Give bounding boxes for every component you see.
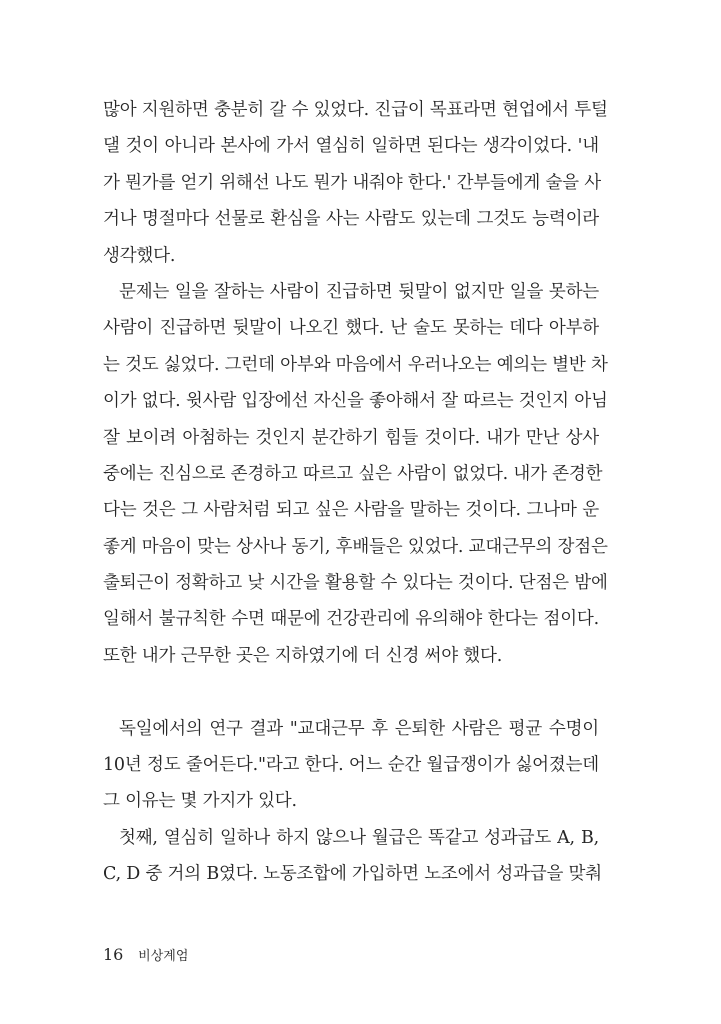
text-line: 잘 보이려 아첨하는 것인지 분간하기 힘들 것이다. 내가 만난 상사	[103, 427, 599, 448]
text-line: 문제는 일을 잘하는 사람이 진급하면 뒷말이 없지만 일을 못하는	[119, 281, 599, 302]
page-number: 16	[103, 945, 124, 964]
paragraph	[103, 711, 599, 820]
text-line: 거나 명절마다 선물로 환심을 사는 사람도 있는데 그것도 능력이라	[103, 209, 599, 230]
text-line: 독일에서의 연구 결과 "교대근무 후 은퇴한 사람은 평균 수명이	[119, 718, 599, 739]
body-text	[103, 92, 608, 893]
text-line: 첫째, 열심히 일하나 하지 않으나 월급은 똑같고 성과급도 A, B,	[119, 827, 599, 848]
text-line: 댈 것이 아니라 본사에 가서 열심히 일하면 된다는 생각이었다. '내	[103, 136, 599, 157]
text-line: 좋게 마음이 맞는 상사나 동기, 후배들은 있었다. 교대근무의 장점은	[103, 536, 608, 557]
text-line: 다는 것은 그 사람처럼 되고 싶은 사람을 말하는 것이다. 그나마 운	[103, 500, 599, 521]
paragraph-gap	[103, 674, 599, 710]
paragraph	[103, 92, 608, 274]
text-line: 생각했다.	[103, 245, 176, 266]
text-line: 출퇴근이 정확하고 낮 시간을 활용할 수 있다는 것이다. 단점은 밤에	[103, 573, 608, 594]
text-line: 중에는 진심으로 존경하고 따르고 싶은 사람이 없었다. 내가 존경한	[103, 463, 603, 484]
paragraph	[103, 274, 608, 674]
text-line: 많아 지원하면 충분히 갈 수 있었다. 진급이 목표라면 현업에서 투털	[103, 100, 608, 120]
text-line: 가 뭔가를 얻기 위해선 나도 뭔가 내줘야 한다.' 간부들에게 술을 사	[103, 172, 601, 193]
text-line: 또한 내가 근무한 곳은 지하였기에 더 신경 써야 했다.	[103, 645, 503, 666]
text-line: 그 이유는 몇 가지가 있다.	[103, 791, 297, 812]
running-title: 비상계엄	[138, 949, 189, 964]
text-line: 10년 정도 줄어든다."라고 한다. 어느 순간 월급쟁이가 싫어졌는데	[103, 755, 599, 776]
page-footer	[103, 945, 188, 967]
text-line: 사람이 진급하면 뒷말이 나오긴 했다. 난 술도 못하는 데다 아부하	[103, 318, 599, 339]
paragraph	[103, 820, 602, 893]
text-line: C, D 중 거의 B였다. 노동조합에 가입하면 노조에서 성과급을 맞춰	[103, 864, 602, 885]
text-line: 는 것도 싫었다. 그런데 아부와 마음에서 우러나오는 예의는 별반 차	[103, 354, 608, 375]
text-line: 일해서 불규칙한 수면 때문에 건강관리에 유의해야 한다는 점이다.	[103, 609, 599, 630]
text-line: 이가 없다. 윗사람 입장에선 자신을 좋아해서 잘 따르는 것인지 아님	[103, 391, 608, 412]
